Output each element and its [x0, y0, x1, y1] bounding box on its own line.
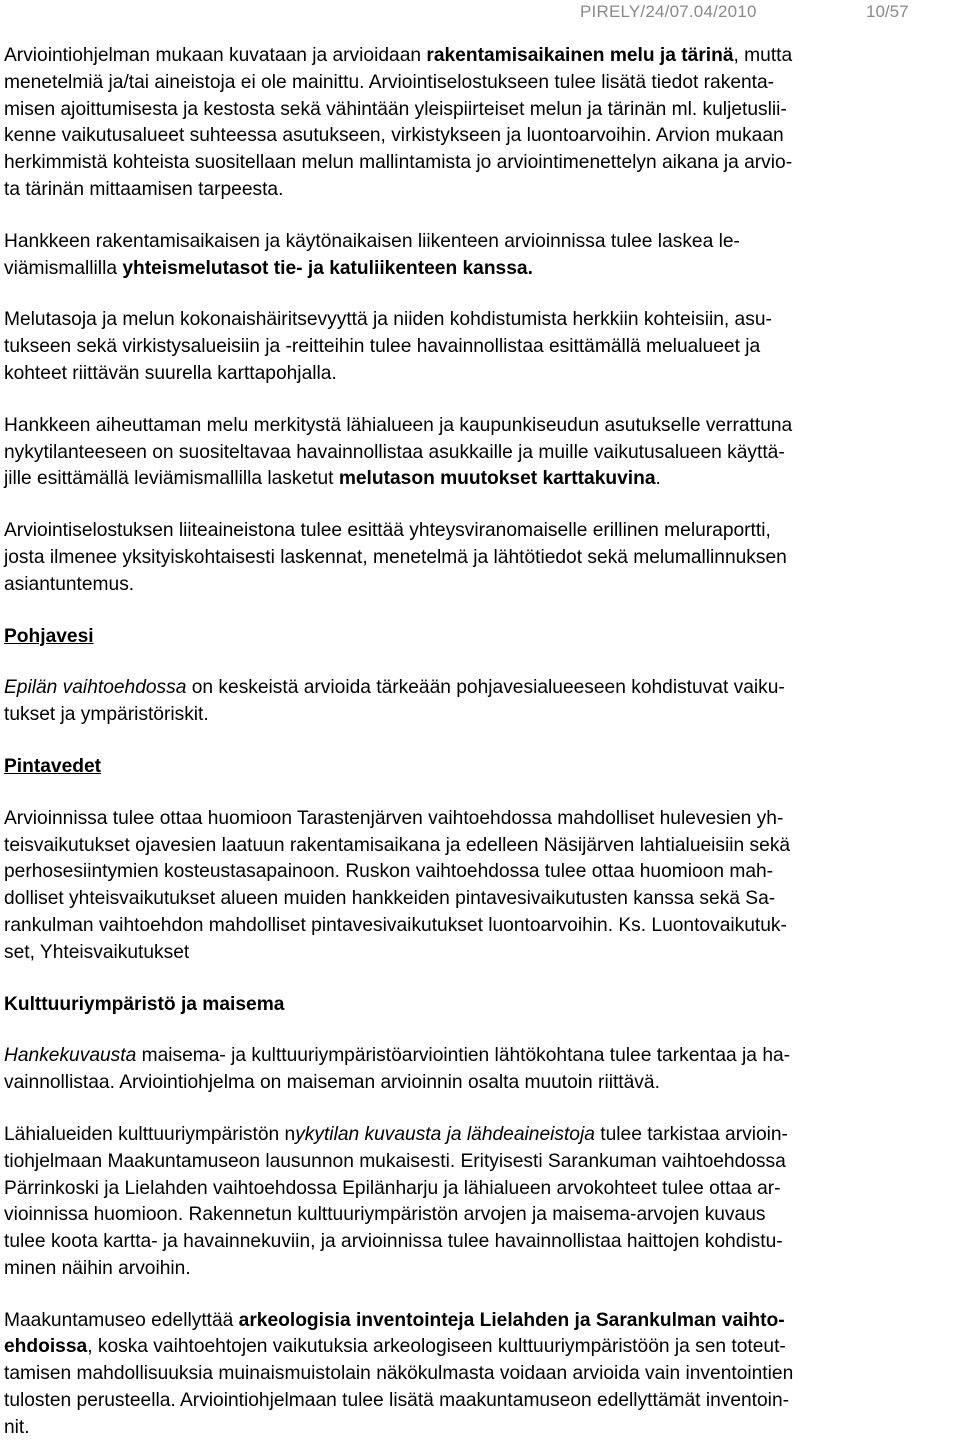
text-line — [4, 256, 954, 283]
text-line: herkimmistä kohteista suositellaan melun mallintamista jo arviointimenettelyn aikana ja arvio- — [4, 152, 793, 174]
paragraph-traffic-noise — [4, 229, 954, 283]
paragraph-spacer — [4, 1283, 954, 1308]
text-line: Hankkeen aiheuttaman melu merkitystä lähialueen ja kaupunkiseudun asutukselle verrattuna — [4, 414, 793, 436]
bold-text: rakentamisaikainen melu ja tärinä — [426, 45, 734, 66]
text-line: vioinnissa huomioon. Rakennetun kulttuuriympäristön arvojen ja maisema-arvojen kuvaus — [4, 1204, 766, 1226]
text-line: Pärrinkoski ja Lielahden vaihtoehdossa Epilänharju ja lähialueen arvokohteet tulee ottaa ar- — [4, 1177, 781, 1199]
text-line: teisvaikutukset ojavesien laatuun rakentamisaikana ja edelleen Näsijärven lahtialueisiin sekä — [4, 834, 791, 856]
text-line: perhosesiintymien kosteustasapainoon. Ruskon vaihtoehdossa tulee ottaa huomioon mah- — [4, 861, 774, 883]
paragraph-spacer — [4, 388, 954, 413]
text-line: tulee koota kartta- ja havainnekuviin, ja arvioinnissa tulee havainnollistaa haittojen kohdistu- — [4, 1231, 783, 1253]
paragraph-archaeology — [4, 1308, 954, 1442]
text-line: tukset ja ympäristöriskit. — [4, 704, 209, 726]
text-line: menetelmiä ja/tai aineistoja ei ole mainittu. Arviointiselostukseen tulee lisätä tiedot rakenta- — [4, 71, 775, 93]
text-line — [4, 1334, 954, 1361]
text-line: Hankkeen rakentamisaikaisen ja käytönaikaisen liikenteen arvioinnissa tulee laskea le- — [4, 230, 740, 252]
text-line: vainnollistaa. Arviointiohjelma on maiseman arvioinnin osalta muutoin riittävä. — [4, 1072, 660, 1094]
paragraph-spacer — [4, 599, 954, 624]
paragraph-spacer — [4, 493, 954, 518]
text-line: rankulman vaihtoehdon mahdolliset pintavesivaikutukset luontoarvoihin. Ks. Luontovaikutuk- — [4, 914, 787, 936]
paragraph-groundwater — [4, 675, 954, 729]
text-run: viämismallilla — [4, 257, 123, 279]
text-line: asiantuntemus. — [4, 573, 135, 595]
paragraph-noise-report — [4, 518, 954, 598]
bold-text: yhteismelutasot tie- ja katuliikenteen kanssa. — [122, 257, 533, 279]
text-run: Lähialueiden kulttuuriympäristön n — [4, 1123, 296, 1145]
text-line: misen ajoittumisesta ja kestosta sekä vähintään yleispiirteiset melun ja tärinän ml. kuljetuslii- — [4, 98, 787, 120]
heading-pintavedet: Pintavedet — [4, 755, 102, 777]
paragraph-spacer — [4, 650, 954, 675]
text-line: dolliset yhteisvaikutukset alueen muiden hankkeiden pintavesivaikutusten kanssa sekä Sa- — [4, 888, 776, 910]
text-line: tiohjelmaan Maakuntamuseon lausunnon mukaisesti. Erityisesti Sarankuman vaihtoehdossa — [4, 1150, 786, 1172]
text-line: Arviointiselostuksen liiteaineistona tulee esittää yhteysviranomaiselle erillinen meluraportti, — [4, 520, 771, 542]
paragraph-spacer — [4, 967, 954, 992]
text-line: Melutasoja ja melun kokonaishäiritsevyyttä ja niiden kohdistumista herkkiin kohteisiin, asu- — [4, 309, 772, 331]
text-line: Arvioinnissa tulee ottaa huomioon Tarastenjärven vaihtoehdossa mahdolliset hulevesien yh- — [4, 807, 784, 829]
text-run: maisema- ja kulttuuriympäristöarviointien lähtökohtana tulee tarkentaa ja ha- — [136, 1045, 791, 1067]
text-line: minen näihin arvoihin. — [4, 1257, 191, 1279]
heading-kulttuuriymparisto: Kulttuuriympäristö ja maisema — [4, 993, 285, 1015]
text-line: kenne vaikutusalueet suhteessa asutukseen, virkistykseen ja luontoarvoihin. Arvion mukaan — [4, 125, 784, 147]
page-number: 10/57 — [866, 2, 909, 21]
paragraph-surface-water — [4, 806, 954, 967]
italic-text: ykytilan kuvausta ja lähdeaineistoja — [295, 1123, 595, 1145]
bold-text: arkeologisia inventointeja Lielahden ja Sarankulman vaihto- — [238, 1309, 785, 1331]
paragraph-cultural-environment — [4, 1122, 954, 1283]
text-run: . — [655, 468, 661, 490]
paragraph-project-description — [4, 1043, 954, 1097]
paragraph-noise-levels — [4, 307, 954, 387]
paragraph-spacer — [4, 1097, 954, 1122]
text-line: ta tärinän mittaamisen tarpeesta. — [4, 178, 284, 200]
text-line — [4, 1122, 954, 1149]
paragraph-spacer — [4, 282, 954, 307]
text-line: tulosten perusteella. Arviointiohjelmaan tulee lisätä maakuntamuseon edellyttämät inventoin- — [4, 1390, 790, 1412]
heading-pohjavesi: Pohjavesi — [4, 625, 94, 647]
text-run: , koska vaihtoehtojen vaikutuksia arkeologiseen kulttuuriympäristöön ja sen toteut- — [87, 1336, 786, 1358]
bold-text: melutason muutokset karttakuvina — [338, 468, 656, 490]
paragraph-spacer — [4, 1018, 954, 1043]
bold-text: ehdoissa — [4, 1336, 88, 1358]
paragraph-spacer — [4, 729, 954, 754]
text-line: kohteet riittävän suurella karttapohjalla. — [4, 362, 337, 384]
text-run: on keskeistä arvioida tärkeään pohjavesialueeseen kohdistuvat vaiku- — [186, 677, 785, 699]
italic-text: Hankekuvausta — [4, 1045, 137, 1067]
text-run: jille esittämällä leviämismallilla lasketut — [4, 468, 339, 490]
text-line — [4, 1308, 954, 1335]
text-line: set, Yhteisvaikutukset — [4, 941, 190, 963]
text-line: josta ilmenee yksityiskohtaisesti laskennat, menetelmä ja lähtötiedot sekä melumallinnuksen — [4, 546, 787, 568]
text-line: tukseen sekä virkistysalueisiin ja -reitteihin tulee havainnollistaa esittämällä melualueet ja — [4, 336, 761, 358]
text-line: tamisen mahdollisuuksia muinaismuistolain näkökulmasta voidaan arvioida vain inventointien — [4, 1363, 794, 1385]
text-line — [4, 466, 954, 493]
text-line — [4, 43, 954, 70]
text-line — [4, 675, 954, 702]
text-line: nit. — [4, 1416, 30, 1438]
text-line: nykytilanteeseen on suositeltavaa havainnollistaa asukkaille ja muille vaikutusalueen käyttä- — [4, 441, 785, 463]
text-run: , mutta — [733, 45, 793, 66]
document-id: PIRELY/24/07.04/2010 — [580, 2, 757, 21]
paragraph-spacer — [4, 781, 954, 806]
text-run: tulee tarkistaa arvioin- — [594, 1123, 788, 1145]
paragraph-spacer — [4, 204, 954, 229]
text-line — [4, 1043, 954, 1070]
paragraph-noise-significance — [4, 413, 954, 493]
page-header — [0, 2, 960, 22]
text-run: Maakuntamuseo edellyttää — [4, 1309, 239, 1331]
paragraph-construction-noise — [4, 43, 954, 204]
italic-text: Epilän vaihtoehdossa — [4, 677, 187, 699]
document-body — [4, 43, 954, 1442]
text-run: Arviointiohjelman mukaan kuvataan ja arvioidaan — [4, 45, 427, 66]
